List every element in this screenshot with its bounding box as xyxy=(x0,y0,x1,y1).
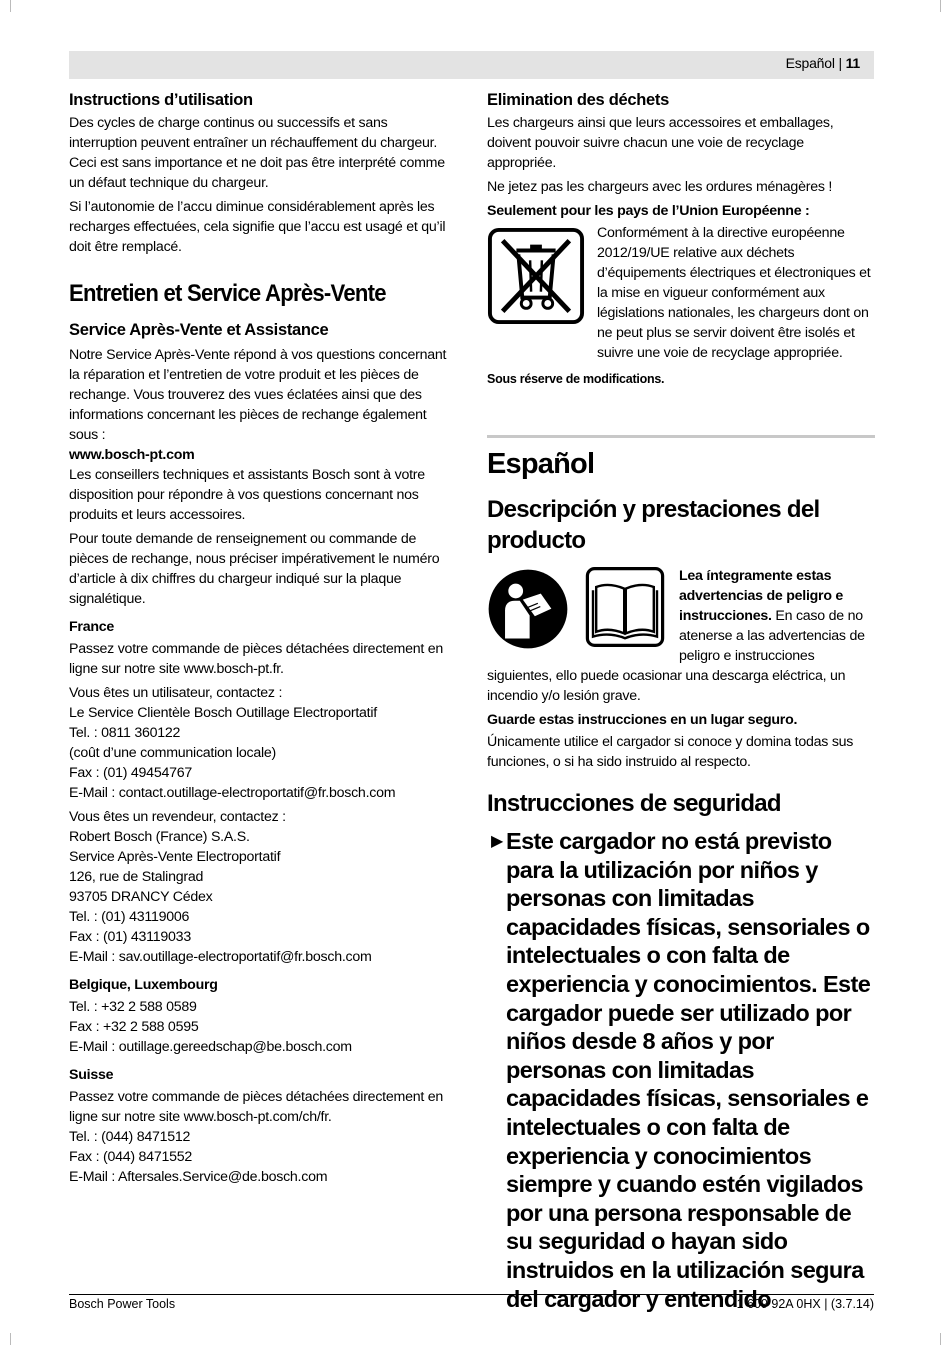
paragraph: Les conseillers techniques et assistants Bosch sont à votre disposition pour répondre à vos questions concernant nos produits et leurs accessoires. xyxy=(69,467,425,523)
contact-line: E-Mail : Aftersales.Service@de.bosch.com xyxy=(69,1169,328,1185)
read-warning-bold: Lea íntegramente estas advertencias de peligro e instrucciones. xyxy=(679,568,844,624)
contact-line: E-Mail : sav.outillage-electroportatif@fr.bosch.com xyxy=(69,949,372,965)
country-title-suisse: Suisse xyxy=(69,1067,114,1083)
contact-line: Fax : (01) 49454767 xyxy=(69,765,193,781)
paragraph: Conformément à la directive européenne 2012/19/UE relative aux déchets d’équipements électriques et électroniques et la mise en vigueur conformément aux législations nationales, les chargeurs dont on ne peut plus se servir doivent être isolés et suivre une voie de recyclage appropriée. xyxy=(597,225,871,361)
paragraph: Pour toute demande de renseignement ou commande de pièces de rechange, nous préciser impérativement le numéro d’article à dix chiffres du chargeur indiqué sur la plaque signalétique. xyxy=(69,531,440,607)
contact-line: (coût d’une communication locale) xyxy=(69,745,277,761)
language-title-spanish: Español xyxy=(487,448,595,480)
header-language: Español xyxy=(785,55,835,71)
contact-line: Tel. : (044) 8471512 xyxy=(69,1129,191,1145)
contact-line: Vous êtes un utilisateur, contactez : xyxy=(69,685,283,701)
eu-only-title: Seulement pour les pays de l’Union Européenne : xyxy=(487,203,810,219)
crop-mark xyxy=(940,1333,941,1345)
crossed-bin-icon xyxy=(487,227,585,325)
weee-block xyxy=(487,223,875,363)
section-title-instructions: Instructions d’utilisation xyxy=(69,91,253,109)
keep-safe-note: Guarde estas instrucciones en un lugar seguro. xyxy=(487,712,798,728)
crop-mark xyxy=(940,0,941,12)
country-title-france: France xyxy=(69,619,115,635)
paragraph: Si l’autonomie de l’accu diminue considérablement après les recharges effectuées, cela signifie que l’accu est usagé et qu’il doit être remplacé. xyxy=(69,199,446,255)
read-instructions-block xyxy=(487,566,875,706)
contact-line: Fax : +32 2 588 0595 xyxy=(69,1019,199,1035)
section-title-elimination: Elimination des déchets xyxy=(487,91,669,109)
manual-book-icon xyxy=(585,566,665,648)
running-header: Español | 11 xyxy=(785,55,860,71)
contact-line: Vous êtes un revendeur, contactez : xyxy=(69,809,286,825)
reserve-note: Sous réserve de modifications. xyxy=(487,372,665,386)
subsection-title-assistance: Service Après-Vente et Assistance xyxy=(69,321,329,339)
section-title-description: Descripción y prestaciones del producto xyxy=(487,496,820,554)
contact-line: Fax : (01) 43119033 xyxy=(69,929,191,945)
safety-warning-text: Este cargador no está previsto para la utilización por niños y personas con limitadas capacidades físicas, sensoriales o intelectuales o con falta de experiencia y conocimientos. Este cargador puede ser utilizado por niños desde 8 años y por personas con limitadas capacidades físicas, sensoriales e intelectuales o con falta de experiencia y conocimientos siempre y cuando estén vigilados por una persona responsable de su seguridad o hayan sido instruidos en la utilización segura del cargador y entendido xyxy=(506,828,871,1312)
contact-line: 126, rue de Stalingrad xyxy=(69,869,204,885)
contact-line: Le Service Clientèle Bosch Outillage Electroportatif xyxy=(69,705,377,721)
suisse-contact xyxy=(69,1127,459,1187)
safety-warning-item xyxy=(487,827,875,1313)
paragraph: Les chargeurs ainsi que leurs accessoires et emballages, doivent pouvoir suivre chacun une voie de recyclage appropriée. xyxy=(487,115,834,171)
crop-mark xyxy=(10,0,11,12)
website-link[interactable]: www.bosch-pt.com xyxy=(69,447,195,463)
footer-company: Bosch Power Tools xyxy=(69,1297,176,1311)
contact-line: Tel. : +32 2 588 0589 xyxy=(69,999,197,1015)
contact-line: Robert Bosch (France) S.A.S. xyxy=(69,829,250,845)
paragraph: Únicamente utilice el cargador si conoce y domina todas sus funciones, o si ha sido instruido al respecto. xyxy=(487,734,854,770)
paragraph: Passez votre commande de pièces détachées directement en ligne sur notre site www.bosch-pt.com/ch/fr. xyxy=(69,1089,444,1125)
contact-line: Fax : (044) 8471552 xyxy=(69,1149,193,1165)
crop-mark xyxy=(10,1333,11,1345)
contact-line: E-Mail : outillage.gereedschap@be.bosch.com xyxy=(69,1039,352,1055)
read-warning-text: En caso de no atenerse a las advertencias de peligro e instrucciones siguientes, ello puede ocasionar una descarga eléctrica, un incendio y/o lesión grave. xyxy=(487,608,865,704)
footer-rule xyxy=(69,1294,874,1295)
paragraph: Des cycles de charge continus ou successifs et sans interruption peuvent entraîner un réchauffement du chargeur. Ceci est sans importance et ne doit pas être interprété comme un défaut technique du chargeur. xyxy=(69,115,445,191)
contact-line: Tel. : (01) 43119006 xyxy=(69,909,190,925)
section-title-service: Entretien et Service Après-Vente xyxy=(69,280,386,307)
contact-line: 93705 DRANCY Cédex xyxy=(69,889,213,905)
left-column xyxy=(69,86,459,1187)
contact-line: E-Mail : contact.outillage-electroportatif@fr.bosch.com xyxy=(69,785,396,801)
country-title-belgique: Belgique, Luxembourg xyxy=(69,977,218,993)
footer-doc-id: 1 609 92A 0HX | (3.7.14) xyxy=(736,1297,874,1311)
france-user-contact xyxy=(69,683,459,803)
paragraph: Passez votre commande de pièces détachées directement en ligne sur notre site www.bosch-pt.fr. xyxy=(69,641,444,677)
bullet-arrow-icon: ▶ xyxy=(491,833,503,850)
section-divider xyxy=(487,435,875,438)
france-dealer-contact xyxy=(69,807,459,967)
page-number: 11 xyxy=(845,55,860,71)
read-manual-person-icon xyxy=(487,568,569,650)
header-bar xyxy=(69,51,874,79)
belgique-contact xyxy=(69,997,459,1057)
contact-line: Tel. : 0811 360122 xyxy=(69,725,181,741)
paragraph: Ne jetez pas les chargeurs avec les ordures ménagères ! xyxy=(487,179,833,195)
section-title-safety: Instrucciones de seguridad xyxy=(487,790,781,817)
contact-line: Service Après-Vente Electroportatif xyxy=(69,849,281,865)
paragraph: Notre Service Après-Vente répond à vos questions concernant la réparation et l’entretien de votre produit et les pièces de rechange. Vous trouverez des vues éclatées ainsi que des informations concernant les pièces de rechange également sous : xyxy=(69,347,447,443)
right-column xyxy=(487,86,875,1313)
